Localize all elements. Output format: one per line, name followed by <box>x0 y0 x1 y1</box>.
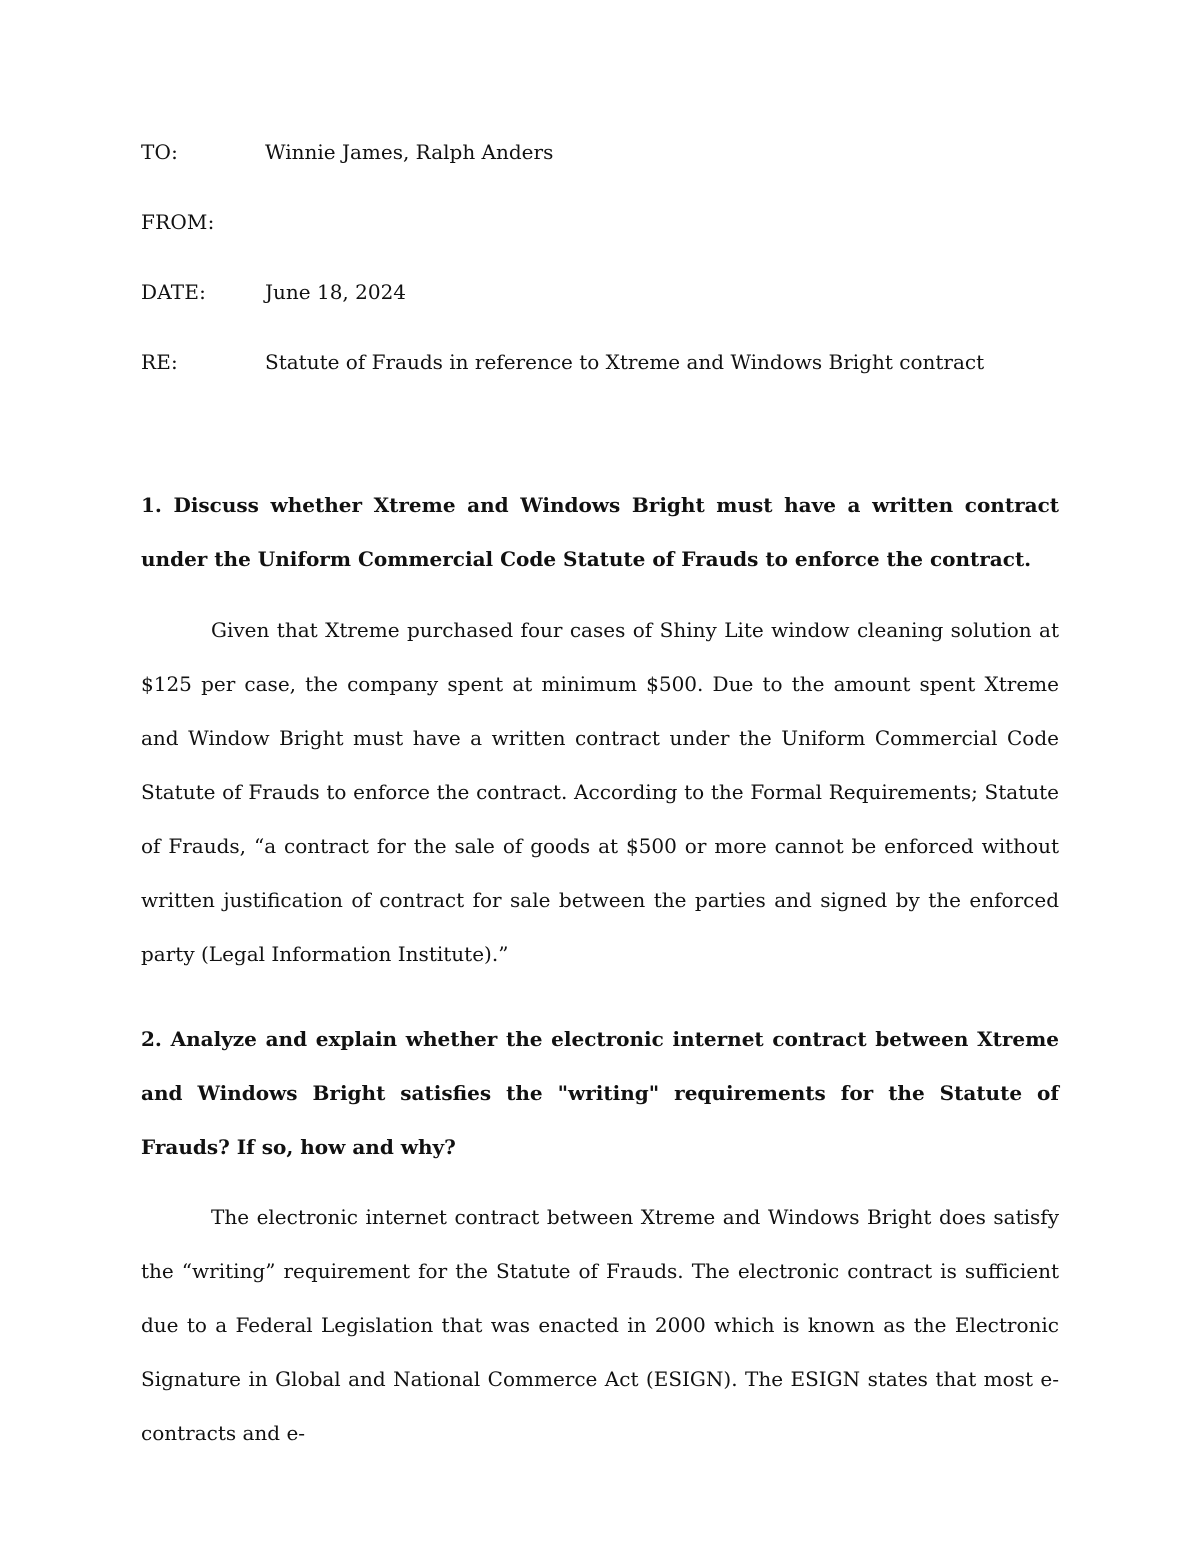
question-2-text: 2. Analyze and explain whether the electronic internet contract between Xtreme and Windows Bright satisfies the "writing" requirements for the Statute of Frauds? If so, how and why? <box>141 1027 1059 1159</box>
question-1-text: 1. Discuss whether Xtreme and Windows Bright must have a written contract under the Uniform Commercial Code Statute of Frauds to enforce the contract. <box>141 493 1059 571</box>
memo-from-row <box>141 210 1061 280</box>
memo-date-value: June 18, 2024 <box>265 280 407 304</box>
question-2 <box>141 1012 1059 1174</box>
memo-re-label: RE: <box>141 350 178 374</box>
answer-1-text: Given that Xtreme purchased four cases of Shiny Lite window cleaning solution at $125 per case, the company spent at minimum $500. Due to the amount spent Xtreme and Window Bright must have a written contract under the Uniform Commercial Code Statute of Frauds to enforce the contract. According to the Formal Requirements; Statute of Frauds, “a contract for the sale of goods at $500 or more cannot be enforced without written justification of contract for sale between the parties and signed by the enforced party (Legal Information Institute).” <box>141 618 1059 966</box>
memo-date-label: DATE: <box>141 280 207 304</box>
answer-2-text: The electronic internet contract between Xtreme and Windows Bright does satisfy the “writing” requirement for the Statute of Frauds. The electronic contract is sufficient due to a Federal Legislation that was enacted in 2000 which is known as the Electronic Signature in Global and National Commerce Act (ESIGN). The ESIGN states that most e-contracts and e- <box>141 1205 1059 1445</box>
answer-2 <box>141 1190 1059 1460</box>
memo-to-value: Winnie James, Ralph Anders <box>265 140 554 164</box>
memo-re-row <box>141 350 1061 420</box>
question-1 <box>141 478 1059 586</box>
memo-re-value: Statute of Frauds in reference to Xtreme and Windows Bright contract <box>265 350 985 374</box>
memo-to-row <box>141 140 1061 210</box>
memo-to-label: TO: <box>141 140 179 164</box>
memo-date-row <box>141 280 1061 350</box>
memo-from-label: FROM: <box>141 210 215 234</box>
answer-1 <box>141 603 1059 981</box>
memo-header <box>141 140 1061 420</box>
